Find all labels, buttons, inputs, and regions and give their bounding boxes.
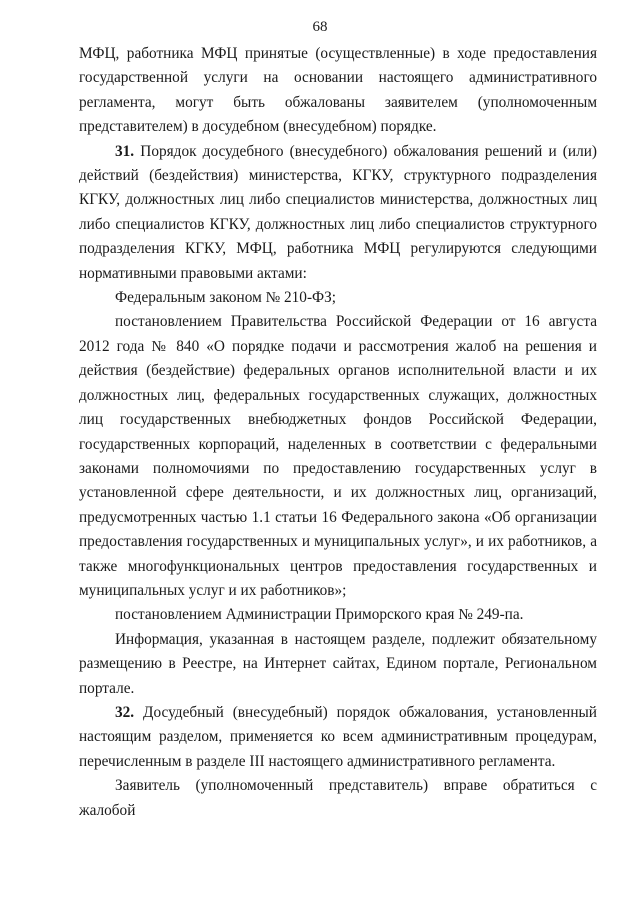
paragraph-text: Федеральным законом № 210-ФЗ; [115,289,337,307]
document-body [79,42,597,823]
paragraph-government-resolution [79,310,597,603]
paragraph-text: Информация, указанная в настоящем разделе, подлежит обязательному размещению в Реестре, на Интернет сайтах, Едином портале, Региональном портале. [79,630,597,697]
paragraph-text: постановлением Администрации Приморского края № 249-па. [115,606,524,624]
paragraph-text: Порядок досудебного (внесудебного) обжалования решений и (или) действий (бездействия) министерства, КГКУ, структурного подразделения КГКУ, должностных лиц либо специалистов министерства, должностных лиц либо специалистов КГКУ, должностных лиц либо специалистов структурного подразделения КГКУ, МФЦ, работника МФЦ регулируются следующими нормативными правовыми актами: [79,142,597,282]
paragraph-federal-law [79,286,597,310]
page-number: 68 [312,19,328,35]
paragraph-text: МФЦ, работника МФЦ принятые (осуществленные) в ходе предоставления государственной услуги на основании настоящего административного регламента, могут быть обжалованы заявителем (уполномоченным представителем) в досудебном (внесудебном) порядке. [79,45,597,136]
section-number: 32. [115,703,135,721]
section-number: 31. [115,142,135,160]
paragraph-applicant [79,774,597,823]
paragraph-text: Досудебный (внесудебный) порядок обжалования, установленный настоящим разделом, применяется ко всем административным процедурам, перечисленным в разделе III настоящего административного регламента. [79,703,597,770]
paragraph-text: Заявитель (уполномоченный представитель) вправе обратиться с жалобой [79,777,597,819]
paragraph-section-31 [79,140,597,286]
paragraph-information [79,628,597,701]
paragraph-text: постановлением Правительства Российской Федерации от 16 августа 2012 года № 840 «О порядке подачи и рассмотрения жалоб на решения и действия (бездействие) федеральных органов исполнительной власти и их должностных лиц, федеральных государственных служащих, должностных лиц государственных внебюджетных фондов Российской Федерации, государственных корпораций, наделенных в соответствии с федеральными законами полномочиями по предоставлению государственных услуг в установленной сфере деятельности, и их должностных лиц, организаций, предусмотренных частью 1.1 статьи 16 Федерального закона «Об организации предоставления государственных и муниципальных услуг», и их работников, а также многофункциональных центров предоставления государственных и муниципальных услуг и их работников»; [79,313,597,599]
paragraph-section-32 [79,701,597,774]
paragraph-continuation [79,42,597,140]
paragraph-administration-resolution [79,603,597,627]
